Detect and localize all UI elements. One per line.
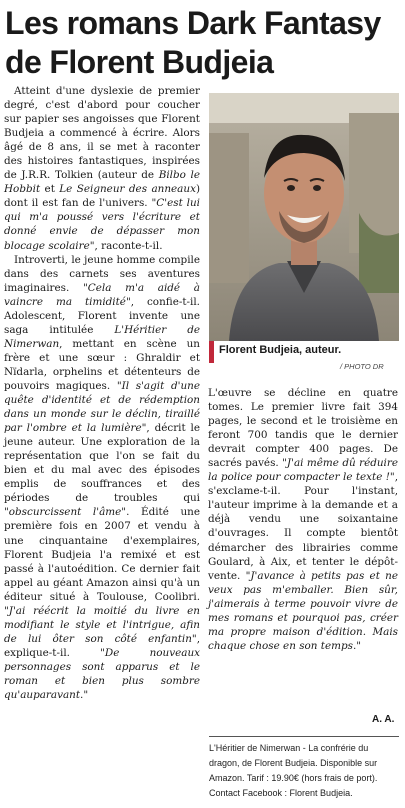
headline: Les romans Dark Fantasy de Florent Budjeia <box>5 5 381 80</box>
quote: "Il s'agit d'une quête d'identité et de rédemption dans un monde sur le déclin, tiraillé par l'ombre et la lumière" <box>4 379 200 435</box>
quote: "obscurcissent l'âme" <box>4 506 127 519</box>
text: , explique-t-il. <box>4 632 200 659</box>
text: Introverti, le jeune homme compile dans des carnets ses aventures imaginaires. <box>4 253 200 294</box>
quote: "J'avance à petits pas et ne veux pas m'emballer. Bien sûr, j'aimerais à terme pouvoir vivre de mes romans et pourquoi pas, créer ma propre maison d'édition. Mais chaque chose en son temps." <box>208 569 398 652</box>
text: . Édité une première fois en 2007 et vendu à une cinquantaine d'exemplaires, Florent Budjeia l'a remixé et est passé à l'autoédition. Ce dernier fait appel au géant Amazon ainsi qu'à un éditeur situé à Toulouse, Coolibri. <box>4 506 200 603</box>
photo-credit: / PHOTO DR <box>340 362 384 371</box>
text: , décrit le jeune auteur. Une exploration de la représentation que l'on se fait du bien et du mal avec des épisodes emplis de souffrances et des périodes de troubles qui <box>4 422 200 505</box>
author-signature: A. A. <box>372 714 395 725</box>
text: , raconte-t-il. <box>94 239 163 252</box>
text: , confie-t-il. Adolescent, Florent invente une saga intitulée <box>4 295 200 336</box>
text: , s'exclame-t-il. Pour l'instant, l'auteur imprime à la demande et a déjà vendu une soixantaine d'ouvrages. Il compte bientôt démarcher des librairies comme Goulard, à Aix, et tenter le dépôt-vente. <box>208 471 398 582</box>
author-portrait-image <box>209 93 399 341</box>
text: ) dont il est fan de l'univers. <box>4 183 200 210</box>
text: Atteint d'une dyslexie de premier degré, c'est d'abord pour coucher sur papier ses angoisses que Florent Budjeia a commencé à écrire. Alors âgé de 8 ans, il se met à raconter des histoires fantastiques, inspirées de J.R.R. Tolkien (auteur de <box>4 85 200 182</box>
text: , mettant en scène un frère et une sœur : Ghraldir et Nïdarla, orphelins et détenteurs de pouvoirs magiques. <box>4 337 200 392</box>
quote: "De nouveaux personnages sont apparus et le roman et bien plus sombre qu'auparavant." <box>4 646 200 702</box>
book-title: Bilbo le Hobbit <box>4 169 201 196</box>
quote: "C'est lui qui m'a poussé vers l'écriture et donné envie de dépasser mon blocage scolaire" <box>4 197 200 252</box>
quote: "Cela m'a aidé à vaincre ma timidité" <box>4 281 200 308</box>
text: et <box>40 183 60 196</box>
article-column-left <box>4 84 200 702</box>
paragraph-3 <box>208 386 398 653</box>
quote: "J'ai même dû réduire la police pour compacter le texte !" <box>208 457 398 484</box>
divider <box>209 736 399 737</box>
caption-accent-bar <box>209 341 214 363</box>
author-photo <box>209 93 399 341</box>
quote: "J'ai réécrit la moitié du livre en modifiant le style et l'intrigue, afin de lui ôter son côté enfantin" <box>4 604 200 645</box>
photo-caption: Florent Budjeia, auteur. <box>219 344 342 356</box>
text: L'œuvre se décline en quatre tomes. Le premier livre fait 394 pages, le second et le troisième en feront 700 tandis que le dernier devrait compter 400 pages. De sacrés pavés. <box>208 387 398 470</box>
paragraph-1 <box>4 84 200 253</box>
book-title: Le Seigneur des anneaux <box>59 183 196 196</box>
book-title: L'Héritier de Nimerwan <box>4 323 200 350</box>
article-column-right <box>208 386 398 653</box>
book-info-box: L'Héritier de Nimerwan - La confrérie du dragon, de Florent Budjeia. Disponible sur Amazon. Tarif : 19.90€ (hors frais de port). Contact Facebook : Florent Budjeia. <box>209 743 378 798</box>
paragraph-2 <box>4 253 200 703</box>
